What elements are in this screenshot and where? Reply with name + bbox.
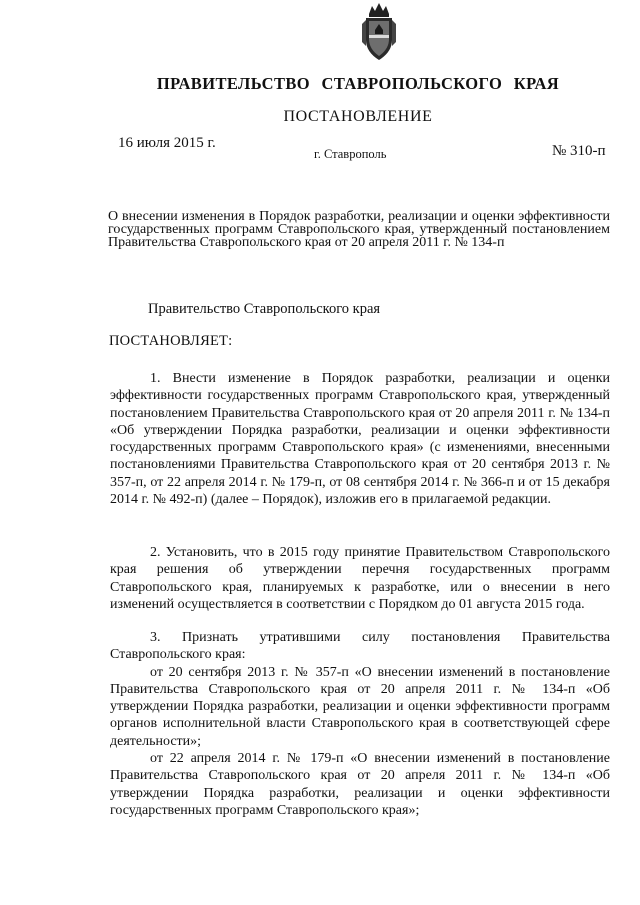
document-number: № 310-п bbox=[552, 143, 606, 159]
item-2-text: 2. Установить, что в 2015 году принятие Правительством Ставропольского края решения об утверждении перечня государственных программ Ставропольского края, планируемых к разработке, или о внесении в него изменений осуществляется в соответствии с Порядком до 01 августа 2015 года. bbox=[110, 545, 610, 612]
document-city: г. Ставрополь bbox=[314, 147, 387, 161]
document-type: ПОСТАНОВЛЕНИЕ bbox=[283, 108, 433, 125]
item-3-text: 3. Признать утратившими силу постановления Правительства Ставропольского края: bbox=[110, 630, 610, 663]
resolves-heading: ПОСТАНОВЛЯЕТ: bbox=[109, 333, 233, 349]
government-title: ПРАВИТЕЛЬСТВО СТАВРОПОЛЬСКОГО КРАЯ bbox=[156, 74, 560, 93]
document-date: 16 июля 2015 г. bbox=[118, 135, 216, 151]
item-1 bbox=[110, 370, 610, 508]
item-1-text: 1. Внести изменение в Порядок разработки, реализации и оценки эффективности государственных программ Ставропольского края, утвержденный постановлением Правительства Ставропольского края от 20 апреля 2011 г. № 134-п «Об утверждении Порядка разработки, реализации и оценки эффективности государственных программ Ставропольского края» (с изменениями, внесенными постановлениями Правительства Ставропольского края от 20 сентября 2013 г. № 357-п, от 22 апреля 2014 г. № 179-п, от 08 сентября 2014 г. № 366-п и от 15 декабря 2014 г. № 492-п) (далее – Порядок), изложив его в прилагаемой редакции. bbox=[110, 371, 610, 508]
item-2 bbox=[110, 544, 610, 613]
document-subject: О внесении изменения в Порядок разработки, реализации и оценки эффективности государственных программ Ставропольского края, утвержденный постановлением Правительства Ставропольского края от 20 апреля 2011 г. № 134-п bbox=[108, 209, 610, 251]
preamble: Правительство Ставропольского края bbox=[148, 301, 381, 317]
item-3 bbox=[110, 629, 610, 819]
item-3-subitem: от 22 апреля 2014 г. № 179-п «О внесении изменений в постановление Правительства Ставропольского края от 20 апреля 2011 г. № 134-п «Об утверждении Порядка разработки, реализации и оценки эффективности государственных программ Ставропольского края»; bbox=[110, 751, 610, 818]
item-3-subitem: от 20 сентября 2013 г. № 357-п «О внесении изменений в постановление Правительства Ставропольского края от 20 апреля 2011 г. № 134-п «Об утверждении Порядка разработки, реализации и оценки эффективности программ органов исполнительной власти Ставропольского края в соответствующей сфере деятельности»; bbox=[110, 664, 610, 749]
coat-of-arms-icon bbox=[360, 2, 398, 64]
